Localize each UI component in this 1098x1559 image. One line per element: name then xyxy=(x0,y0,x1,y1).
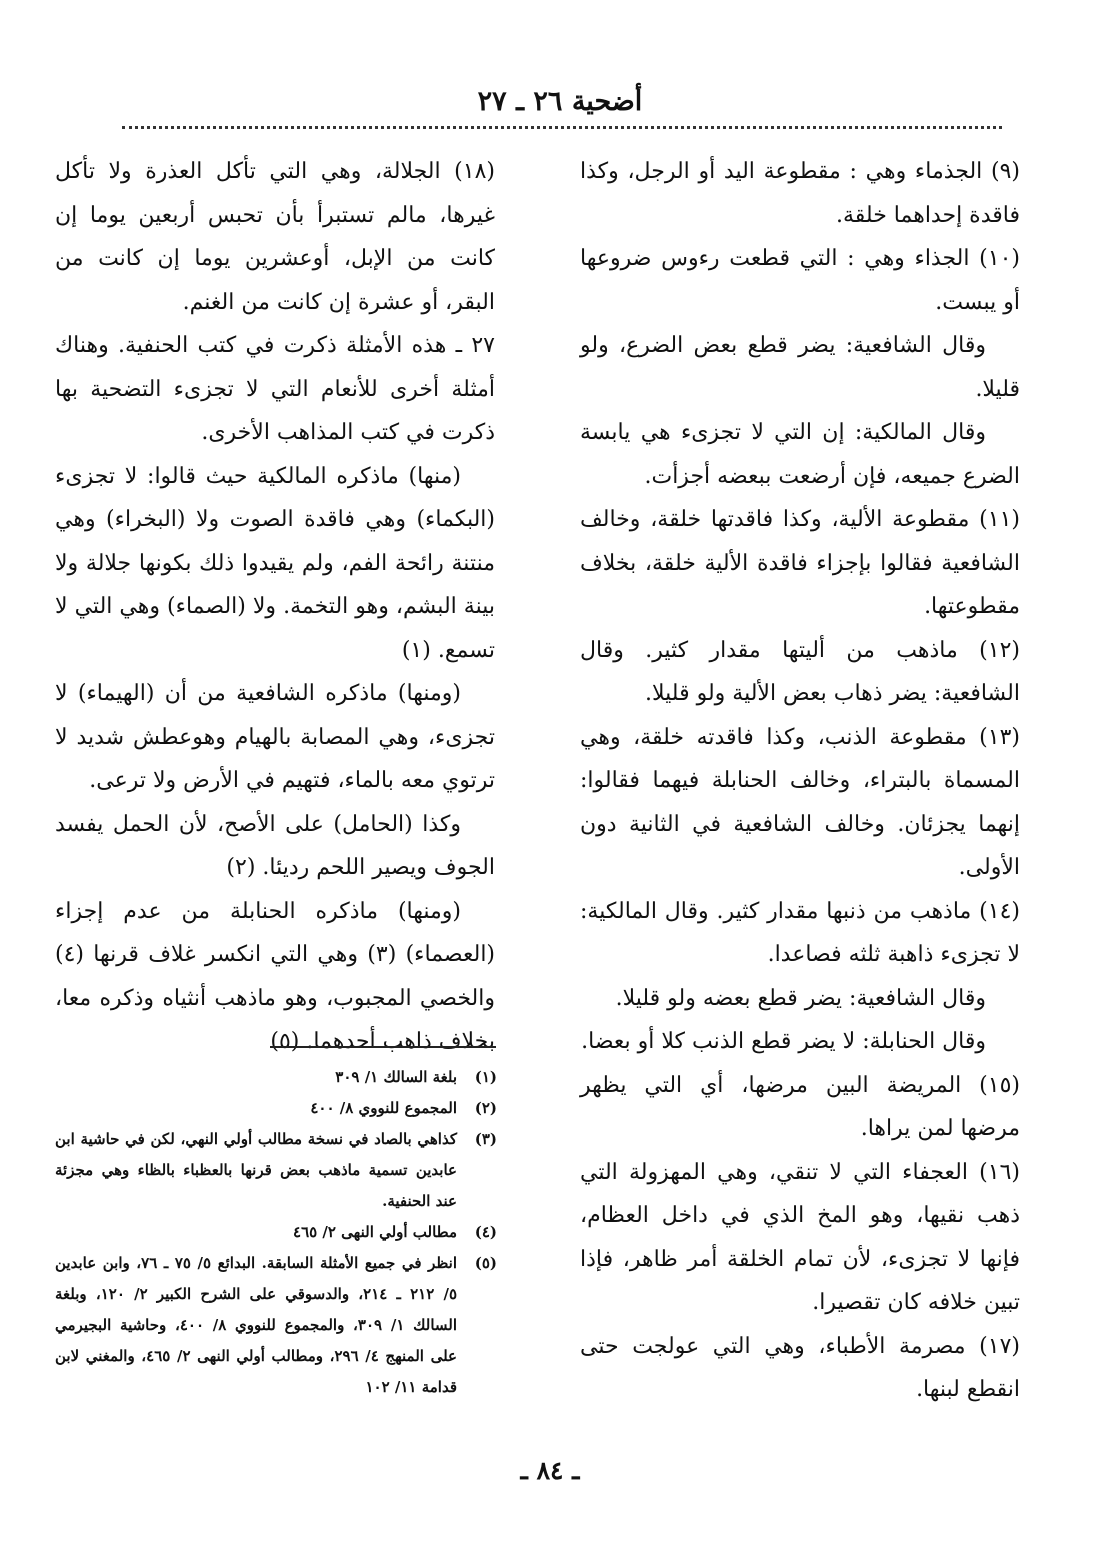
header-dotted-rule xyxy=(122,126,1002,129)
paragraph: وقال المالكية: إن التي لا تجزىء هي يابسة الضرع جميعه، فإن أرضعت ببعضه أجزأت. xyxy=(580,420,1020,489)
paragraph: (١٤) ماذهب من ذنبها مقدار كثير. وقال المالكية: لا تجزىء ذاهبة ثلثه فصاعدا. xyxy=(580,898,1020,967)
paragraph: (ومنها) ماذكره الحنابلة من عدم إجزاء (العصماء) (٣) وهي التي انكسر غلاف قرنها (٤) والخصي المجبوب، وهو ماذهب أنثياه وذكره معا، بخلاف ذاهب أحدهما. (٥) xyxy=(55,898,496,1054)
footnote-number: (١) xyxy=(474,1068,497,1086)
paragraph: (منها) ماذكره المالكية حيث قالوا: لا تجزىء (البكماء) وهي فاقدة الصوت ولا (البخراء) وهي منتنة رائحة الفم، ولم يقيدوا ذلك بكونها جلالة ولا بينة البشم، وهو التخمة. ولا (الصماء) وهي التي لا تسمع. (١) xyxy=(55,463,495,663)
footnote xyxy=(55,1217,497,1248)
paragraph: (١٨) الجلالة، وهي التي تأكل العذرة ولا تأكل غيرها، مالم تستبرأ بأن تحبس أربعين يوما إن كانت من الإبل، أوعشرين يوما إن كانت من البقر، أو عشرة إن كانت من الغنم. xyxy=(55,159,495,315)
footnote-text: انظر في جميع الأمثلة السابقة. البدائع ٥/ ٧٥ ـ ٧٦، وابن عابدين ٥/ ٢١٢ ـ ٢١٤، والدسوقي على الشرح الكبير ٢/ ١٢٠، وبلغة السالك ١/ ٣٠٩، والمجموع للنووي ٨/ ٤٠٠، وحاشية البجيرمي على المنهج ٤/ ٢٩٦، ومطالب أولي النهى ٢/ ٤٦٥، والمغني لابن قدامة ١١/ ١٠٢ xyxy=(55,1254,458,1396)
paragraph: ٢٧ ـ هذه الأمثلة ذكرت في كتب الحنفية. وهناك أمثلة أخرى للأنعام التي لا تجزىء التضحية بها ذكرت في كتب المذاهب الأخرى. xyxy=(55,333,495,445)
footnote-text: المجموع للنووي ٨/ ٤٠٠ xyxy=(310,1099,457,1117)
paragraph: (١٦) العجفاء التي لا تنقي، وهي المهزولة التي ذهب نقيها، وهو المخ الذي في داخل العظام، فإنها لا تجزىء، لأن تمام الخلقة أمر ظاهر، فإذا تبين خلافه كان تقصيرا. xyxy=(580,1159,1020,1315)
footnote-number: (٢) xyxy=(474,1099,497,1117)
paragraph: (١٣) مقطوعة الذنب، وكذا فاقدته خلقة، وهي المسماة بالبتراء، وخالف الحنابلة فيهما فقالوا: إنهما يجزئان. وخالف الشافعية في الثانية دون الأولى. xyxy=(580,724,1020,880)
footnote xyxy=(55,1248,497,1403)
paragraph: وقال الشافعية: يضر قطع بعض الضرع، ولو قليلا. xyxy=(580,333,1020,402)
footnote-number: (٥) xyxy=(474,1254,497,1272)
footnote xyxy=(55,1093,497,1124)
paragraph: (١٧) مصرمة الأطباء، وهي التي عولجت حتى انقطع لبنها. xyxy=(580,1333,1020,1402)
paragraph: (ومنها) ماذكره الشافعية من أن (الهيماء) لا تجزىء، وهي المصابة بالهيام وهوعطش شديد لا ترتوي معه بالماء، فتهيم في الأرض ولا ترعى. xyxy=(55,681,495,793)
page-number: ـ ٨٤ ـ xyxy=(520,1456,580,1485)
footnote-text: كذاهي بالصاد في نسخة مطالب أولي النهي، لكن في حاشية ابن عابدين تسمية ماذهب بعض قرنها بالعظباء بالظاء وهي مجزئة عند الحنفية. xyxy=(55,1130,457,1210)
footnote-text: بلغة السالك ١/ ٣٠٩ xyxy=(335,1068,457,1086)
footnote-separator xyxy=(270,1046,496,1048)
footnotes xyxy=(55,1062,497,1403)
footnote-number: (٤) xyxy=(474,1223,497,1241)
left-column xyxy=(55,150,495,1064)
paragraph: وقال الحنابلة: لا يضر قطع الذنب كلا أو بعضا. xyxy=(581,1029,986,1054)
running-header: أضحية ٢٦ ـ ٢٧ xyxy=(477,86,643,117)
paragraph: (١١) مقطوعة الألية، وكذا فاقدتها خلقة، وخالف الشافعية فقالوا بإجزاء فاقدة الألية خلقة، بخلاف مقطوعتها. xyxy=(580,507,1020,619)
footnote xyxy=(55,1062,497,1093)
paragraph: (١٢) ماذهب من أليتها مقدار كثير. وقال الشافعية: يضر ذهاب بعض الألية ولو قليلا. xyxy=(580,637,1020,706)
footnote-text: مطالب أولي النهى ٢/ ٤٦٥ xyxy=(293,1223,457,1241)
paragraph: (١٠) الجذاء وهي : التي قطعت رءوس ضروعها أو يبست. xyxy=(580,246,1020,315)
paragraph: (١٥) المريضة البين مرضها، أي التي يظهر مرضها لمن يراها. xyxy=(580,1072,1020,1141)
right-column xyxy=(580,150,1020,1412)
footnote xyxy=(55,1124,497,1217)
paragraph: (٩) الجذماء وهي : مقطوعة اليد أو الرجل، وكذا فاقدة إحداهما خلقة. xyxy=(580,159,1020,228)
footnote-number: (٣) xyxy=(474,1130,497,1148)
paragraph: وقال الشافعية: يضر قطع بعضه ولو قليلا. xyxy=(615,985,986,1011)
paragraph: وكذا (الحامل) على الأصح، لأن الحمل يفسد الجوف ويصير اللحم رديئا. (٢) xyxy=(55,811,495,880)
